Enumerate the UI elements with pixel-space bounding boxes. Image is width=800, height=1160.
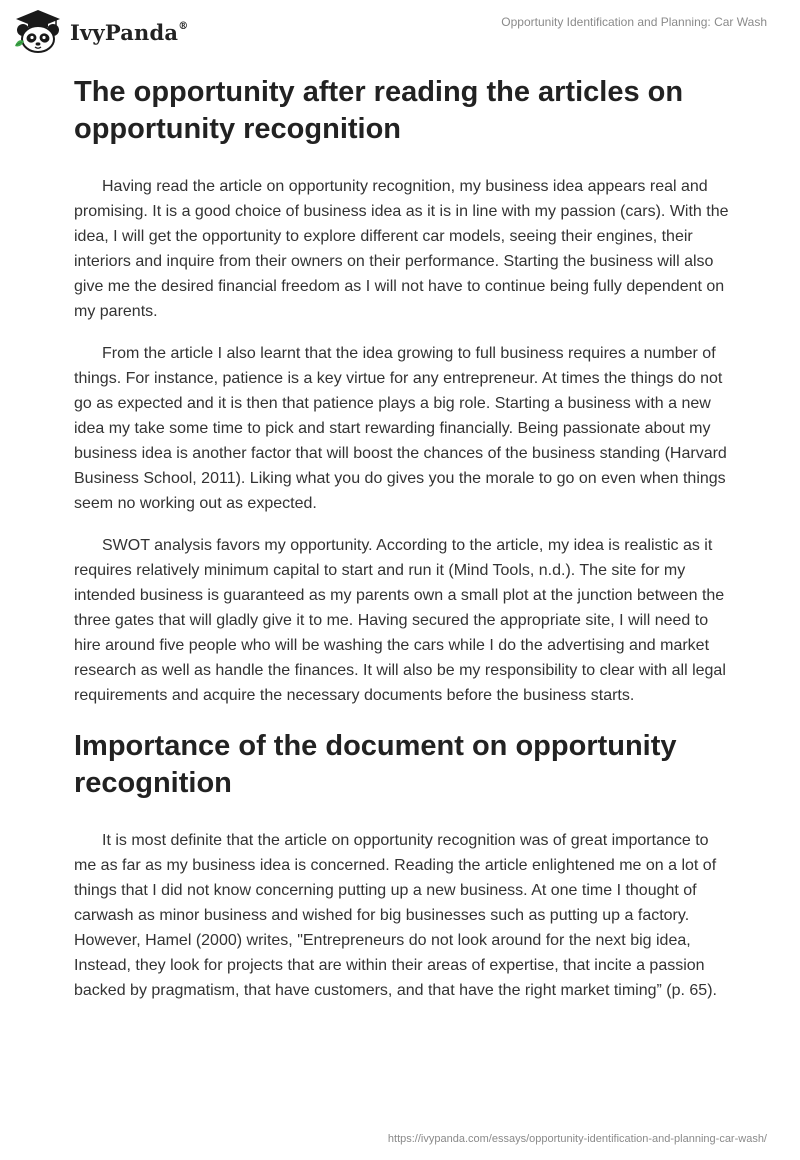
paragraph: It is most definite that the article on opportunity recognition was of great importance to me as far as my business idea is concerned. Reading the article enlightened me on a lot of things that I did not know concerning putting up a new business. At one time I thought of carwash as minor business and wished for big businesses such as putting up a factory. However, Hamel (2000) writes, "Entrepreneurs do not look around for the next big idea, Instead, they look for projects that are within their areas of expertise, that incite a passion backed by pragmatism, that have customers, and that have the right market timing” (p. 65). [74,832,717,999]
document-title: Opportunity Identification and Planning: Car Wash [501,15,767,29]
source-url[interactable]: https://ivypanda.com/essays/opportunity-identification-and-planning-car-wash/ [387,1133,767,1145]
paragraph: Having read the article on opportunity recognition, my business idea appears real and promising. It is a good choice of business idea as it is in line with my passion (cars). With the idea, I will get the opportunity to explore different car models, seeing their engines, their interiors and inquire from their owners on their performance. Starting the business will also give me the desired financial freedom as I will not have to continue being fully dependent on my parents. [74,178,729,320]
logo-text: IvyPanda® [70,19,189,45]
paragraph: From the article I also learnt that the idea growing to full business requires a number of things. For instance, patience is a key virtue for any entrepreneur. At times the things do not go as expected and it is then that patience plays a big role. Starting a business with a new idea my take some time to pick and start rewarding financially. Being passionate about my business idea is another factor that will boost the chances of the business standing (Harvard Business School, 2011). Liking what you do gives you the morale to go on even when things seem no working out as expected. [74,345,727,512]
ivypanda-logo[interactable] [12,8,188,54]
section-heading-opportunity: The opportunity after reading the articles on opportunity recognition [74,76,684,145]
paragraph: SWOT analysis favors my opportunity. According to the article, my idea is realistic as it requires relatively minimum capital to start and run it (Mind Tools, n.d.). The site for my intended business is guaranteed as my parents own a small plot at the junction between the three gates that will gladly give it to me. Having secured the appropriate site, I will need to hire around five people who will be washing the cars while I do the advertising and market research as well as handle the finances. It will also be my responsibility to clear with all legal requirements and acquire the necessary documents before the business starts. [74,537,726,704]
article-content [74,74,734,1003]
page-header [0,0,800,62]
panda-graduate-icon [12,8,64,54]
section-heading-importance: Importance of the document on opportunity recognition [74,730,677,799]
